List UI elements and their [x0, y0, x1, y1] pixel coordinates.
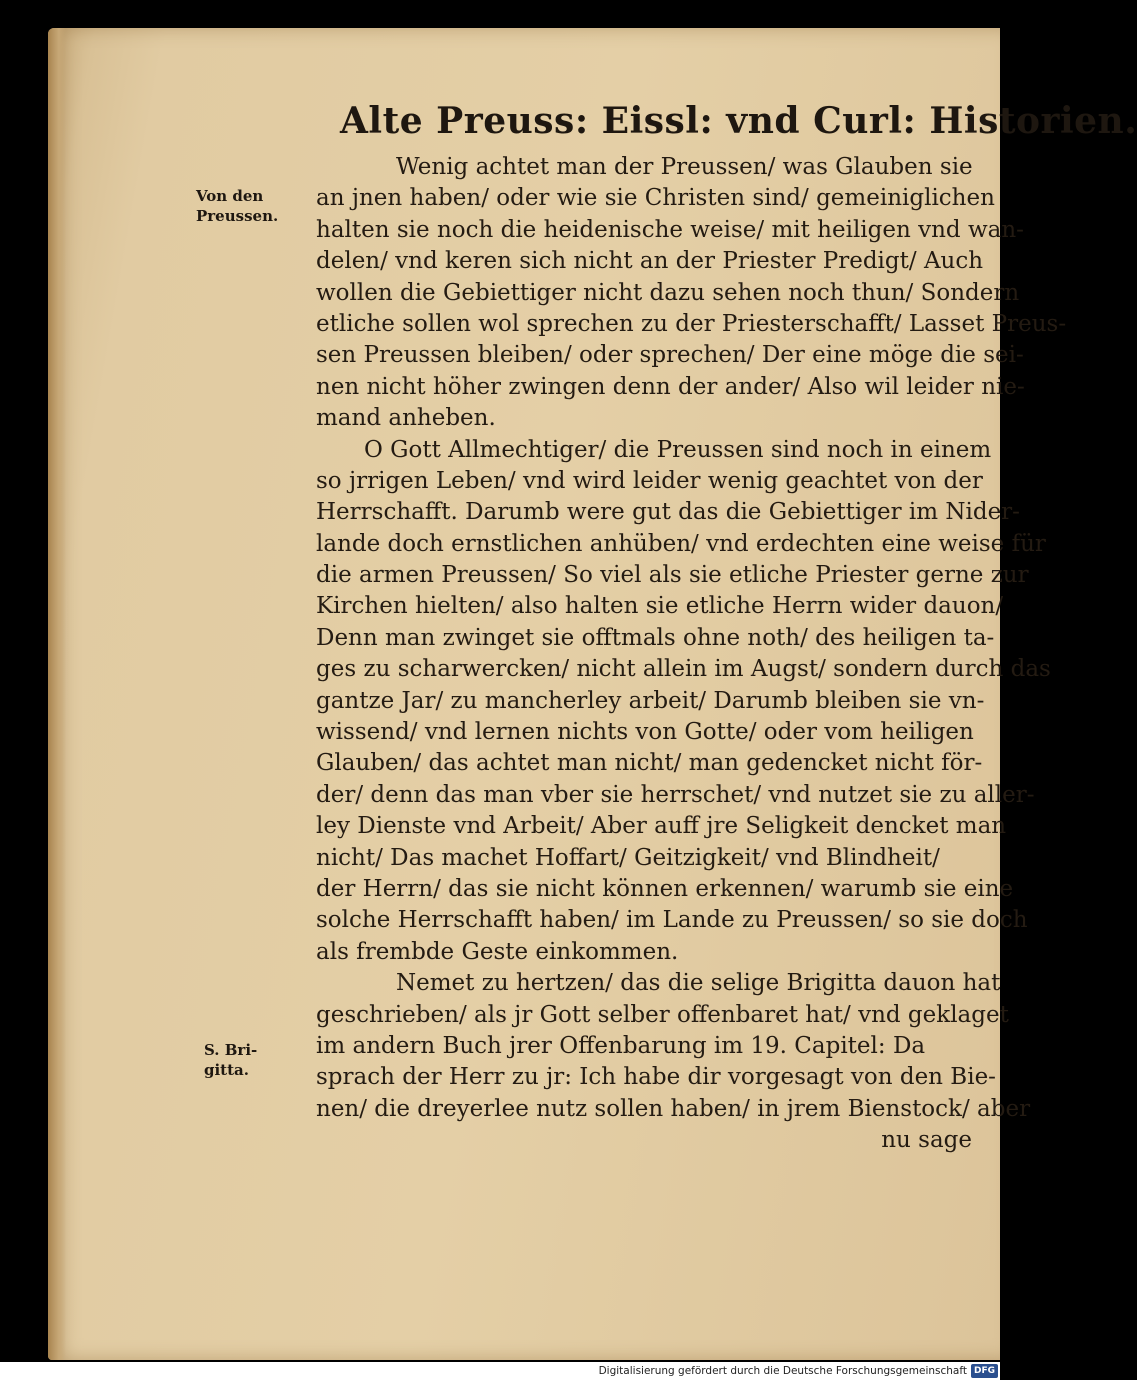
- text-line: etliche sollen wol sprechen zu der Priesterschafft/ Lasset Preus-: [316, 310, 1067, 337]
- margin-note-line: Von den: [196, 187, 264, 205]
- text-line: ges zu scharwercken/ nicht allein im Augst/ sondern durch das: [316, 656, 1051, 683]
- text-line: wollen die Gebiettiger nicht dazu sehen noch thun/ Sondern: [316, 279, 1020, 306]
- text-line: sprach der Herr zu jr: Ich habe dir vorgesagt von den Bie-: [316, 1064, 996, 1091]
- text-line: delen/ vnd keren sich nicht an der Priester Predigt/ Auch: [316, 248, 984, 275]
- page-binding-edge: [48, 28, 66, 1360]
- footer-bar: [0, 1362, 1000, 1380]
- text-line: lande doch ernstlichen anhüben/ vnd erdechten eine weise für: [316, 530, 1046, 557]
- margin-note-preussen: [196, 186, 278, 226]
- text-line: nen nicht höher zwingen denn der ander/ Also wil leider nie-: [316, 373, 1025, 400]
- text-line: als frembde Geste einkommen.: [316, 938, 679, 965]
- text-line: gantze Jar/ zu mancherley arbeit/ Darumb bleiben sie vn-: [316, 687, 985, 714]
- text-line: solche Herrschafft haben/ im Lande zu Preussen/ so sie doch: [316, 907, 1028, 934]
- text-line: Glauben/ das achtet man nicht/ man gedencket nicht för-: [316, 750, 983, 777]
- margin-note-line: gitta.: [204, 1061, 249, 1079]
- text-line: Denn man zwinget sie offtmals ohne noth/ des heiligen ta-: [316, 624, 995, 651]
- text-line: sen Preussen bleiben/ oder sprechen/ Der eine möge die sei-: [316, 342, 1024, 369]
- text-line: Kirchen hielten/ also halten sie etliche Herrn wider dauon/: [316, 593, 1004, 620]
- text-line: im andern Buch jrer Offenbarung im 19. Capitel: Da: [316, 1032, 926, 1059]
- text-line: nen/ die dreyerlee nutz sollen haben/ in jrem Bienstock/ aber: [316, 1095, 1031, 1122]
- text-line: so jrrigen Leben/ vnd wird leider wenig geachtet von der: [316, 467, 983, 494]
- text-line: Nemet zu hertzen/ das die selige Brigitta dauon hat: [396, 970, 1001, 997]
- text-line: an jnen haben/ oder wie sie Christen sind/ gemeiniglichen: [316, 185, 995, 212]
- text-line: wissend/ vnd lernen nichts von Gotte/ oder vom heiligen: [316, 719, 974, 746]
- text-line: nicht/ Das machet Hoffart/ Geitzigkeit/ vnd Blindheit/: [316, 844, 940, 871]
- text-line: Herrschafft. Darumb were gut das die Gebiettiger im Nider-: [316, 499, 1020, 526]
- text-line: geschrieben/ als jr Gott selber offenbaret hat/ vnd geklaget: [316, 1001, 1009, 1028]
- margin-note-brigitta: [204, 1040, 257, 1080]
- text-line: Wenig achtet man der Preussen/ was Glauben sie: [396, 154, 973, 180]
- text-line: ley Dienste vnd Arbeit/ Aber auff jre Seligkeit dencket man: [316, 813, 1007, 840]
- text-line: der/ denn das man vber sie herrschet/ vnd nutzet sie zu aller-: [316, 781, 1035, 808]
- running-head: Alte Preuss: Eissl: vnd Curl: Historien.: [340, 100, 1137, 142]
- text-line: die armen Preussen/ So viel als sie etliche Priester gerne zur: [316, 562, 1029, 589]
- text-line: O Gott Allmechtiger/ die Preussen sind noch in einem: [364, 436, 992, 463]
- text-line: halten sie noch die heidenische weise/ mit heiligen vnd wan-: [316, 216, 1024, 243]
- margin-note-line: Preussen.: [196, 207, 279, 225]
- funding-credit: Digitalisierung gefördert durch die Deutsche Forschungsgemeinschaft: [598, 1365, 967, 1377]
- body-text: [316, 152, 1067, 1157]
- text-line: mand anheben.: [316, 405, 496, 432]
- text-line: der Herrn/ das sie nicht können erkennen/ warumb sie eine: [316, 875, 1014, 902]
- margin-note-line: S. Bri-: [204, 1041, 258, 1059]
- dfg-logo-icon: DFG: [971, 1364, 998, 1378]
- catchword: nu sage: [881, 1127, 972, 1154]
